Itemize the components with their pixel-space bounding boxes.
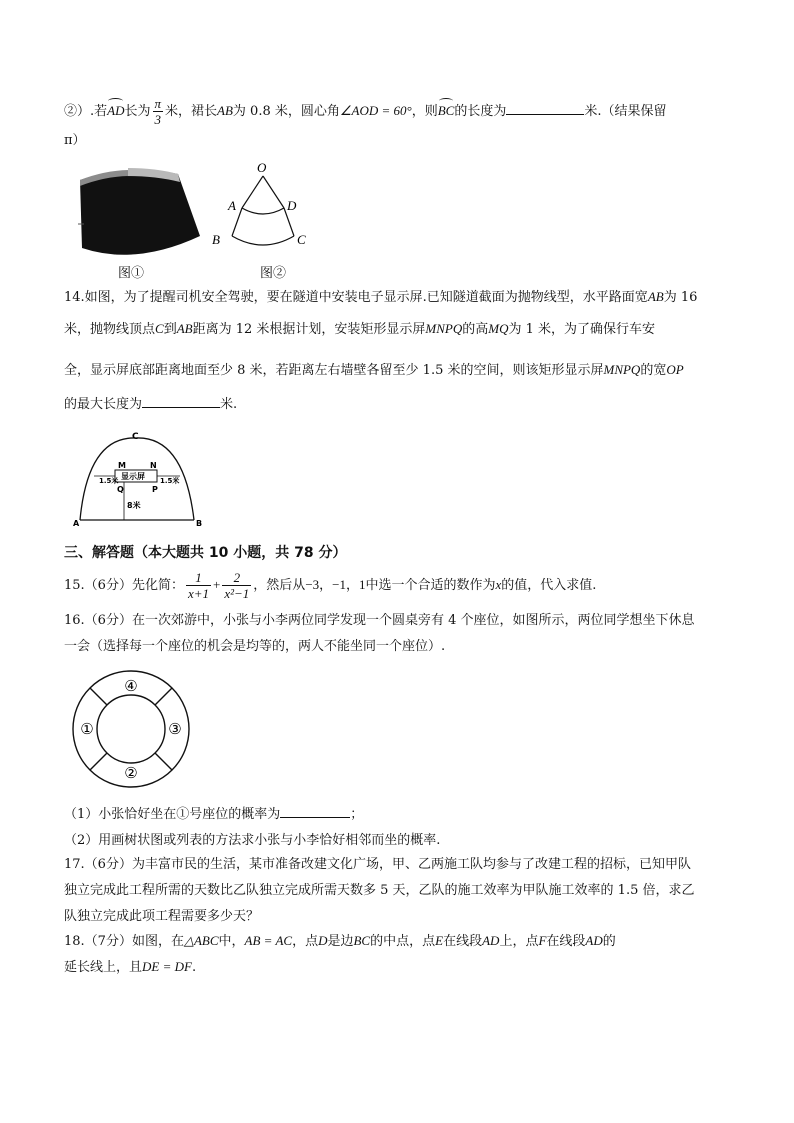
seat-2: ②	[124, 764, 138, 782]
q14-line3: 全，显示屏底部距离地面至少 8 米，若距离左右墙壁各留至少 1.5 米的空间，则该矩形显示屏MNPQ的宽OP	[64, 362, 684, 378]
q16-sub2: （2）用画树状图或列表的方法求小张与小李恰好相邻而坐的概率.	[64, 833, 441, 848]
q17-line3: 队独立完成此项工程需要多少天？	[64, 909, 260, 924]
q16-line2: 一会（选择每一个座位的机会是均等的，两人不能坐同一个座位）.	[64, 639, 446, 654]
seat-4: ④	[124, 677, 138, 695]
fig13-diagrams	[76, 158, 326, 258]
left-gap-label: 1.5米	[99, 477, 119, 485]
q18-line1: 18.（7分）如图，在△ABC中，AB = AC，点D是边BC的中点，点E在线段AD上，点F在线段AD的	[64, 933, 616, 949]
arc-bc: BC	[438, 100, 455, 122]
label-a: A	[228, 198, 236, 213]
q16-line1: 16.（6分）在一次郊游中，小张与小李两位同学发现一个圆桌旁有 4 个座位，如图所示，两位同学想坐下休息	[64, 613, 695, 628]
answer-blank-13	[506, 102, 584, 115]
q13-part2-line2: π）	[64, 133, 86, 148]
q17-line1: 17.（6分）为丰富市民的生活，某市准备改建文化广场，甲、乙两施工队均参与了改建工程的招标，已知甲队	[64, 857, 691, 872]
screen-label: 显示屏	[121, 472, 145, 481]
q14-line4: 的最大长度为 米.	[64, 397, 238, 412]
tunnel-diagram	[66, 430, 216, 530]
sector-diagram	[212, 160, 306, 247]
label-c: C	[132, 432, 139, 442]
arc-ad: AD	[107, 100, 124, 122]
caption-fig1: 图①	[118, 266, 145, 281]
q14-line2: 米，抛物线顶点C到AB距离为 12 米根据计划，安装矩形显示屏MNPQ的高MQ为 1 米，为了确保行车安	[64, 321, 656, 337]
q15: 15.（6分）先化简： $\frac{1}{x+1}$ + $\frac{2}{\text{x²−1}}$ ，然后从−3，−1，1中选一个合适的数作为x的值，代入求值.	[64, 570, 597, 601]
fraction-1: $\frac{1}{x+1}$	[187, 570, 209, 601]
answer-blank-16	[280, 805, 350, 818]
height-label: 8米	[127, 501, 141, 510]
label-o: O	[257, 160, 267, 175]
label-m: M	[118, 461, 126, 470]
fraction-pi-over-3: $\frac{\pi}{3}$	[154, 96, 162, 127]
label-a: A	[73, 519, 80, 528]
q16-sub1: （1）小张恰好坐在①号座位的概率为 ；	[64, 807, 364, 822]
fraction-2: $\frac{2}{\text{x²−1}}$	[224, 570, 250, 601]
q17-line2: 独立完成此工程所需的天数比乙队独立完成所需天数多 5 天，乙队的施工效率为甲队施工效率的 1.5 倍，求乙	[64, 883, 695, 898]
answer-blank-14	[142, 395, 220, 408]
label-p: P	[152, 485, 158, 494]
seat-1: ①	[80, 720, 94, 738]
right-gap-label: 1.5米	[160, 477, 180, 485]
q14-line1: 14.如图，为了提醒司机安全驾驶，要在隧道中安装电子显示屏.已知隧道截面为抛物线型，水平路面宽AB为 16	[64, 289, 698, 305]
label-b: B	[196, 519, 203, 528]
label-q: Q	[117, 485, 124, 494]
q18-line2: 延长线上，且DE = DF.	[64, 959, 197, 975]
round-table-diagram	[68, 666, 194, 792]
seat-3: ③	[168, 720, 182, 738]
section-heading: 三、解答题（本大题共 10 小题，共 78 分）	[64, 545, 347, 561]
label-b: B	[212, 232, 220, 247]
skirt-photo	[78, 168, 200, 255]
label-c: C	[297, 232, 306, 247]
label-n: N	[150, 461, 157, 470]
q13-part2-line1: ②）.若AD长为 $\frac{\pi}{3}$ 米，裙长AB为 0.8 米，圆心角∠AOD = 60°，则BC的长度为 米.（结果保留	[64, 96, 667, 127]
label-d: D	[287, 198, 297, 213]
caption-fig2: 图②	[260, 266, 287, 281]
